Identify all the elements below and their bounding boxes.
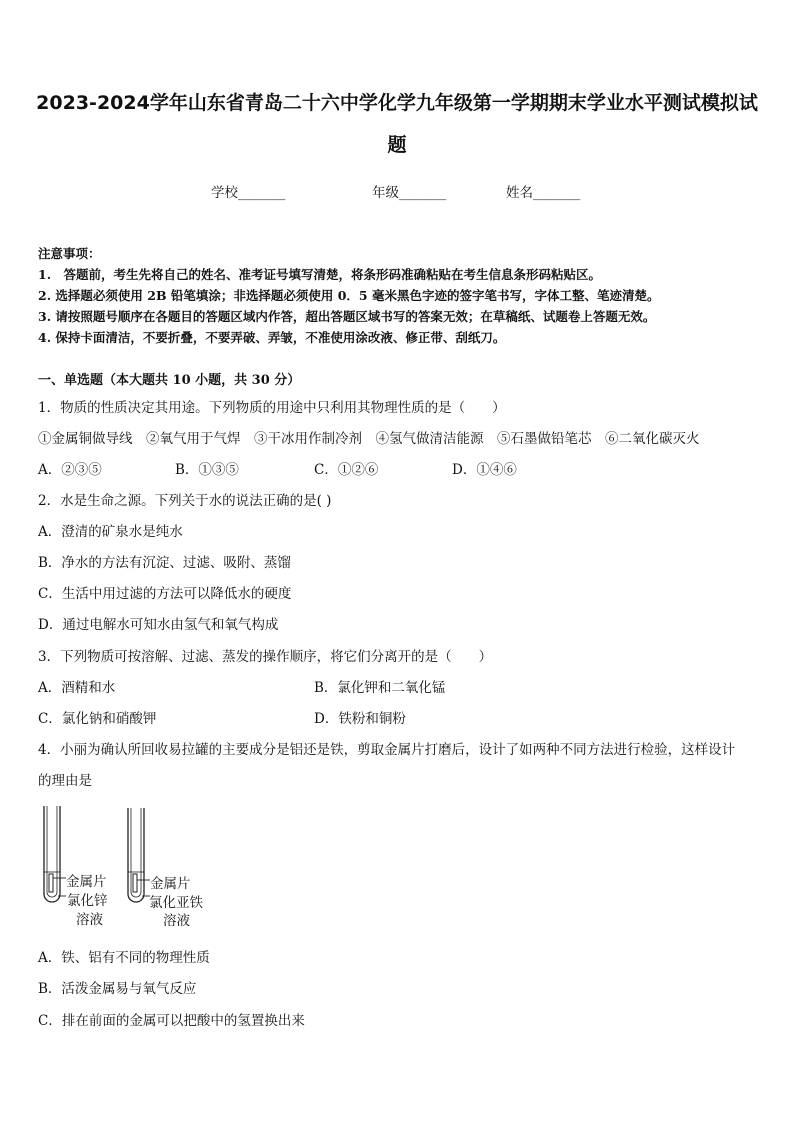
q4-option-a: A．铁、铝有不同的物理性质 <box>38 950 210 966</box>
q3-option-c: C．氯化钠和硝酸钾 <box>38 711 157 727</box>
q2-stem: 2．水是生命之源。下列关于水的说法正确的是( ) <box>38 493 332 509</box>
tube1-solution-label-2: 溶液 <box>76 912 103 928</box>
test-tube-1 <box>44 806 66 902</box>
q1-option-d: D．①④⑥ <box>452 462 517 478</box>
q1-option-c: C．①②⑥ <box>314 462 379 478</box>
q4-stem-line2: 的理由是 <box>38 773 92 789</box>
q3-option-b: B．氯化钾和二氧化锰 <box>314 680 446 696</box>
q4-option-c: C．排在前面的金属可以把酸中的氢置换出来 <box>38 1013 305 1029</box>
tube2-solution-label-2: 溶液 <box>163 913 190 929</box>
q2-option-c: C．生活中用过滤的方法可以降低水的硬度 <box>38 586 292 602</box>
q4-stem-line1: 4．小丽为确认所回收易拉罐的主要成分是铝还是铁，剪取金属片打磨后，设计了如两种不同方法进行检验，这样设计 <box>38 742 736 758</box>
q1-option-b: B．①③⑤ <box>175 462 239 478</box>
test-tubes-svg <box>38 804 238 934</box>
grade-field: 年级_______ <box>372 185 447 201</box>
tube2-metal-label: 金属片 <box>150 876 191 892</box>
tube2-solution-label-1: 氯化亚铁 <box>149 895 203 911</box>
name-field: 姓名_______ <box>506 185 581 201</box>
q3-option-d: D．铁粉和铜粉 <box>314 711 406 727</box>
q2-option-b: B．净水的方法有沉淀、过滤、吸附、蒸馏 <box>38 555 291 571</box>
tube1-metal-label: 金属片 <box>66 874 107 890</box>
q4-option-b: B．活泼金属易与氧气反应 <box>38 981 197 997</box>
test-tube-diagram <box>38 804 238 934</box>
notice-item-4: 4. 保持卡面清洁，不要折叠，不要弄破、弄皱，不准使用涂改液、修正带、刮纸刀。 <box>38 330 506 345</box>
notice-item-2: 2. 选择题必须使用 2B 铅笔填涂；非选择题必须使用 0．5 毫米黑色字迹的签字笔书写，字体工整、笔迹清楚。 <box>38 288 660 303</box>
q1-stem: 1．物质的性质决定其用途。下列物质的用途中只利用其物理性质的是（ ） <box>38 400 506 416</box>
q3-stem: 3．下列物质可按溶解、过滤、蒸发的操作顺序，将它们分离开的是（ ） <box>38 649 493 665</box>
notice-heading: 注意事项： <box>38 246 101 261</box>
q2-option-a: A．澄清的矿泉水是纯水 <box>38 524 183 540</box>
q1-option-a: A．②③⑤ <box>38 462 102 478</box>
test-tube-2 <box>128 808 150 902</box>
q3-option-a: A．酒精和水 <box>38 680 116 696</box>
section-heading: 一、单选题（本大题共 10 小题，共 30 分） <box>38 373 301 388</box>
school-field: 学校_______ <box>211 185 286 201</box>
exam-title-line2: 题 <box>387 134 407 156</box>
q1-list: ①金属铜做导线 ②氧气用于气焊 ③干冰用作制冷剂 ④氢气做清洁能源 ⑤石墨做铅笔芯 ⑥二氧化碳灭火 <box>38 431 700 447</box>
q2-option-d: D．通过电解水可知水由氢气和氧气构成 <box>38 617 279 633</box>
notice-item-3: 3. 请按照题号顺序在各题目的答题区域内作答，超出答题区域书写的答案无效；在草稿纸、试题卷上答题无效。 <box>38 309 656 324</box>
notice-item-1: 1. 答题前，考生先将自己的姓名、准考证号填写清楚，将条形码准确粘贴在考生信息条形码粘贴区。 <box>38 267 602 282</box>
exam-title-line1: 2023-2024学年山东省青岛二十六中学化学九年级第一学期期末学业水平测试模拟试 <box>36 92 758 114</box>
tube1-solution-label-1: 氯化锌 <box>67 893 108 909</box>
